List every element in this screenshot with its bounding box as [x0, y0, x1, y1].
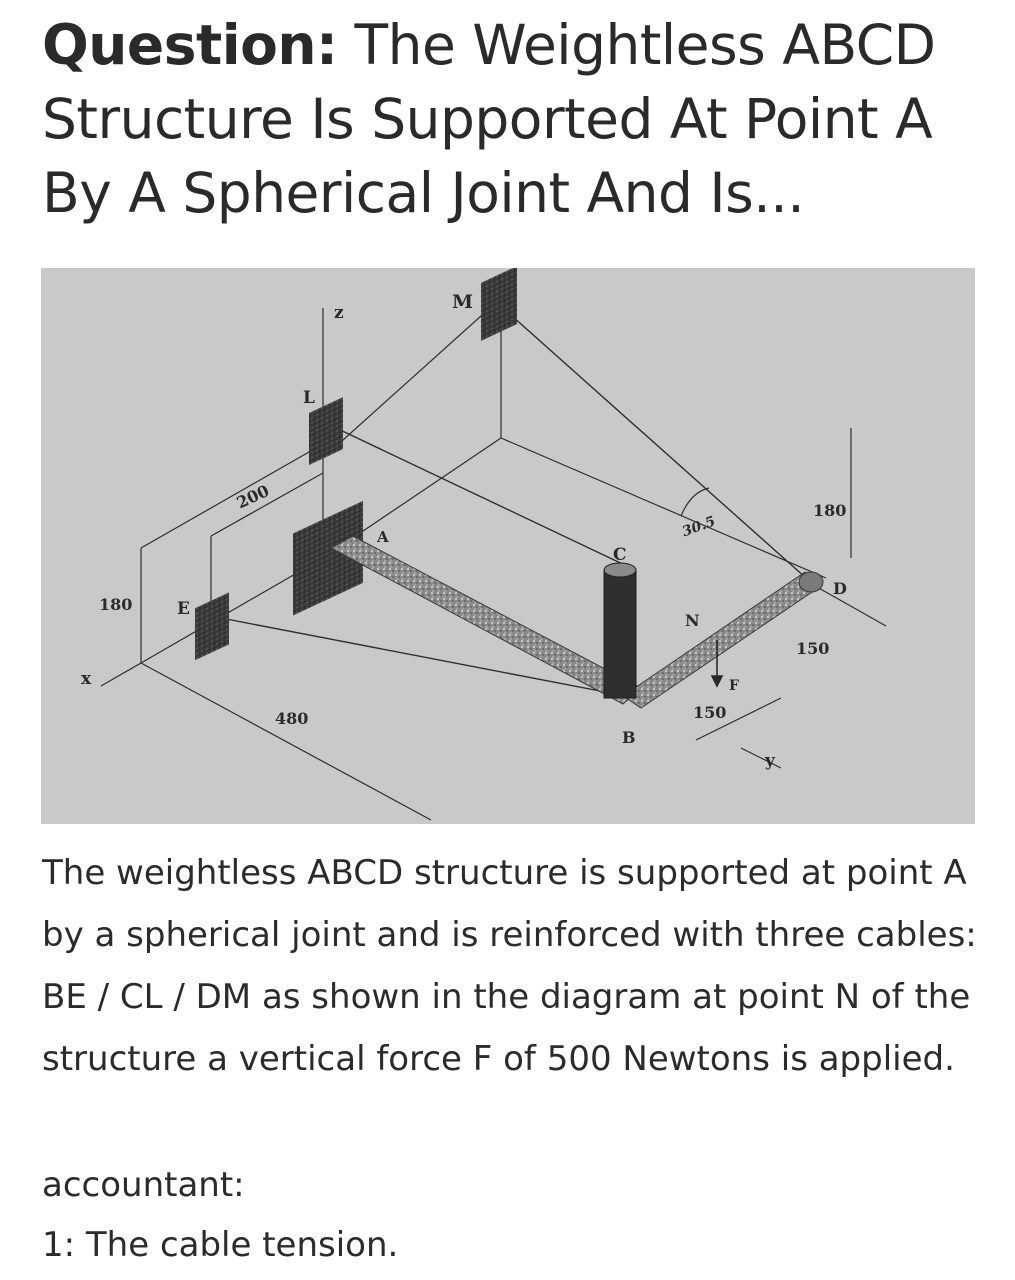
label-c: C — [613, 545, 627, 565]
dim-480: 480 — [275, 709, 309, 728]
structure-diagram-svg — [41, 268, 975, 824]
construction-lines — [101, 298, 886, 820]
structure-members — [331, 536, 823, 708]
dim-150-right: 150 — [796, 639, 830, 658]
question-prefix: Question: — [42, 13, 338, 77]
label-f: F — [729, 678, 739, 694]
label-b: B — [622, 728, 636, 747]
label-l: L — [303, 388, 315, 408]
dim-180-left: 180 — [99, 595, 133, 614]
member-ab — [331, 536, 641, 704]
plate-m — [481, 268, 517, 341]
cable-cl — [336, 428, 631, 568]
label-e: E — [177, 599, 190, 619]
label-m: M — [452, 291, 474, 313]
label-n: N — [685, 611, 700, 630]
question-title — [42, 8, 982, 230]
structure-diagram — [41, 268, 975, 824]
label-y: y — [765, 751, 775, 771]
dim-180-right: 180 — [813, 501, 847, 520]
plate-e — [195, 592, 229, 660]
dim-150-bottom: 150 — [693, 703, 727, 722]
dim-angle: 30.5 — [680, 513, 718, 541]
member-c-top — [604, 563, 636, 577]
accountant-label: accountant: — [42, 1165, 245, 1205]
label-a: A — [377, 528, 389, 546]
label-x: x — [81, 669, 92, 689]
label-d: D — [833, 579, 847, 598]
member-d-end — [799, 572, 823, 592]
cable-tension-item: 1: The cable tension. — [42, 1225, 399, 1265]
label-z: z — [334, 303, 344, 323]
dim-200: 200 — [233, 481, 273, 513]
cable-dm — [503, 308, 806, 578]
question-title-text: The Weightless ABCD Structure Is Supported At Point A By A Spherical Joint And Is... — [42, 13, 936, 225]
member-bc — [604, 570, 636, 698]
member-bd — [623, 572, 821, 708]
question-body: The weightless ABCD structure is supported at point A by a spherical joint and is reinforced with three cables: BE / CL / DM as shown in the diagram at point N of the structure a vertical force F of 500 Newtons is applied. — [42, 853, 977, 1079]
